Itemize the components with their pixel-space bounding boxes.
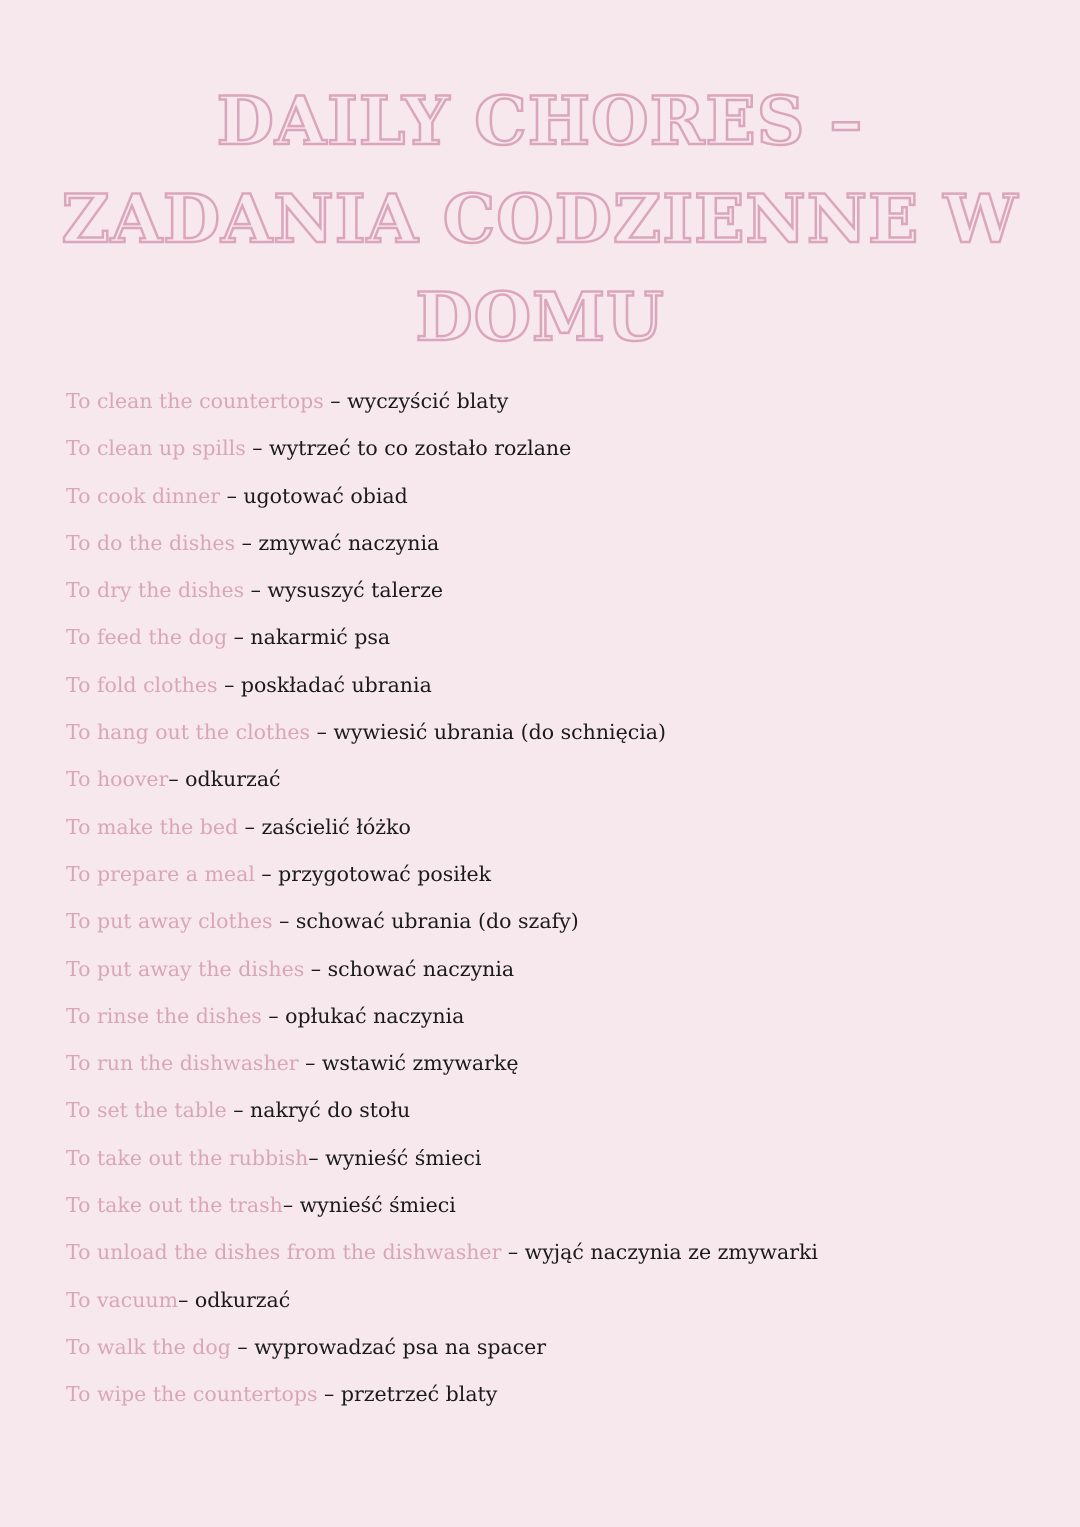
english-phrase: To put away clothes	[66, 909, 273, 934]
dash-separator: –	[226, 1098, 251, 1123]
english-phrase: To take out the rubbish	[66, 1145, 309, 1170]
vocab-item	[66, 567, 1026, 614]
english-phrase: To fold clothes	[66, 672, 218, 697]
vocab-item	[66, 1371, 1026, 1418]
vocab-item	[66, 898, 1026, 945]
vocab-item	[66, 662, 1026, 709]
vocab-item	[66, 1040, 1026, 1087]
english-phrase: To put away the dishes	[66, 956, 305, 981]
dash-separator: –	[323, 389, 348, 413]
vocab-item	[66, 709, 1026, 756]
english-phrase: To take out the trash	[66, 1193, 283, 1218]
dash-separator: –	[254, 861, 279, 886]
polish-translation: wstawić zmywarkę	[321, 1051, 519, 1076]
polish-translation: ugotować obiad	[243, 483, 408, 508]
english-phrase: To vacuum	[66, 1287, 179, 1312]
dash-separator: –	[310, 720, 334, 745]
polish-translation: zaścielić łóżko	[261, 814, 411, 839]
english-phrase: To make the bed	[66, 814, 239, 839]
dash-separator: –	[501, 1240, 525, 1265]
vocab-item	[66, 1229, 1026, 1276]
polish-translation: wyczyścić blaty	[347, 389, 509, 413]
english-phrase: To unload the dishes from the dishwasher	[66, 1240, 502, 1265]
dash-separator: –	[230, 1334, 255, 1359]
polish-translation: wynieść śmieci	[325, 1145, 482, 1170]
polish-translation: odkurzać	[194, 1287, 291, 1312]
polish-translation: wynieść śmieci	[299, 1193, 456, 1218]
polish-translation: wyjąć naczynia ze zmywarki	[524, 1240, 818, 1265]
vocab-item	[66, 1135, 1026, 1182]
dash-separator: –	[227, 625, 251, 650]
dash-separator: –	[308, 1145, 326, 1170]
polish-translation: wysuszyć talerze	[267, 578, 444, 603]
vocab-item	[66, 1324, 1026, 1371]
english-phrase: To hoover	[66, 767, 169, 792]
vocab-item	[66, 1087, 1026, 1134]
dash-separator: –	[168, 767, 186, 792]
dash-separator: –	[261, 1003, 286, 1028]
vocab-item	[66, 520, 1026, 567]
polish-translation: przygotować posiłek	[278, 861, 492, 886]
polish-translation: schować naczynia	[327, 956, 515, 981]
polish-translation: nakarmić psa	[250, 625, 391, 650]
english-phrase: To feed the dog	[66, 625, 228, 650]
english-phrase: To walk the dog	[66, 1334, 231, 1359]
dash-separator: –	[282, 1193, 300, 1218]
dash-separator: –	[178, 1287, 195, 1312]
vocab-item	[66, 378, 1026, 425]
english-phrase: To dry the dishes	[66, 578, 245, 603]
english-phrase: To prepare a meal	[66, 861, 255, 886]
dash-separator: –	[272, 909, 296, 934]
polish-translation: przetrzeć blaty	[340, 1382, 498, 1407]
dash-separator: –	[217, 672, 241, 697]
dash-separator: –	[235, 530, 259, 555]
english-phrase: To rinse the dishes	[66, 1003, 262, 1028]
english-phrase: To hang out the clothes	[66, 720, 311, 745]
dash-separator: –	[244, 578, 268, 603]
polish-translation: wytrzeć to co zostało rozlane	[269, 436, 572, 461]
vocab-item	[66, 993, 1026, 1040]
polish-translation: opłukać naczynia	[285, 1003, 465, 1028]
vocabulary-list	[66, 378, 1026, 1419]
dash-separator: –	[317, 1382, 341, 1407]
dash-separator: –	[298, 1051, 322, 1076]
english-phrase: To do the dishes	[66, 530, 236, 555]
vocab-item	[66, 804, 1026, 851]
vocab-item	[66, 851, 1026, 898]
dash-separator: –	[238, 814, 262, 839]
page-title: DAILY CHORES – ZADANIA CODZIENNE W DOMU	[61, 82, 1019, 356]
polish-translation: schować ubrania (do szafy)	[295, 909, 579, 934]
english-phrase: To wipe the countertops	[66, 1382, 318, 1407]
english-phrase: To run the dishwasher	[66, 1051, 299, 1076]
english-phrase: To cook dinner	[66, 483, 221, 508]
dash-separator: –	[220, 483, 244, 508]
vocab-item	[66, 614, 1026, 661]
polish-translation: zmywać naczynia	[258, 530, 440, 555]
english-phrase: To clean up spills	[66, 436, 246, 461]
vocab-item	[66, 1182, 1026, 1229]
polish-translation: wyprowadzać psa na spacer	[254, 1334, 547, 1359]
vocab-item	[66, 425, 1026, 472]
vocab-item	[66, 473, 1026, 520]
polish-translation: nakryć do stołu	[250, 1098, 411, 1123]
english-phrase: To clean the countertops	[66, 389, 324, 413]
dash-separator: –	[245, 436, 270, 461]
vocab-item	[66, 946, 1026, 993]
english-phrase: To set the table	[66, 1098, 227, 1123]
polish-translation: wywiesić ubrania (do schnięcia)	[333, 720, 666, 745]
vocab-item	[66, 756, 1026, 803]
dash-separator: –	[304, 956, 328, 981]
polish-translation: odkurzać	[185, 767, 281, 792]
vocab-item	[66, 1277, 1026, 1324]
polish-translation: poskładać ubrania	[240, 672, 432, 697]
